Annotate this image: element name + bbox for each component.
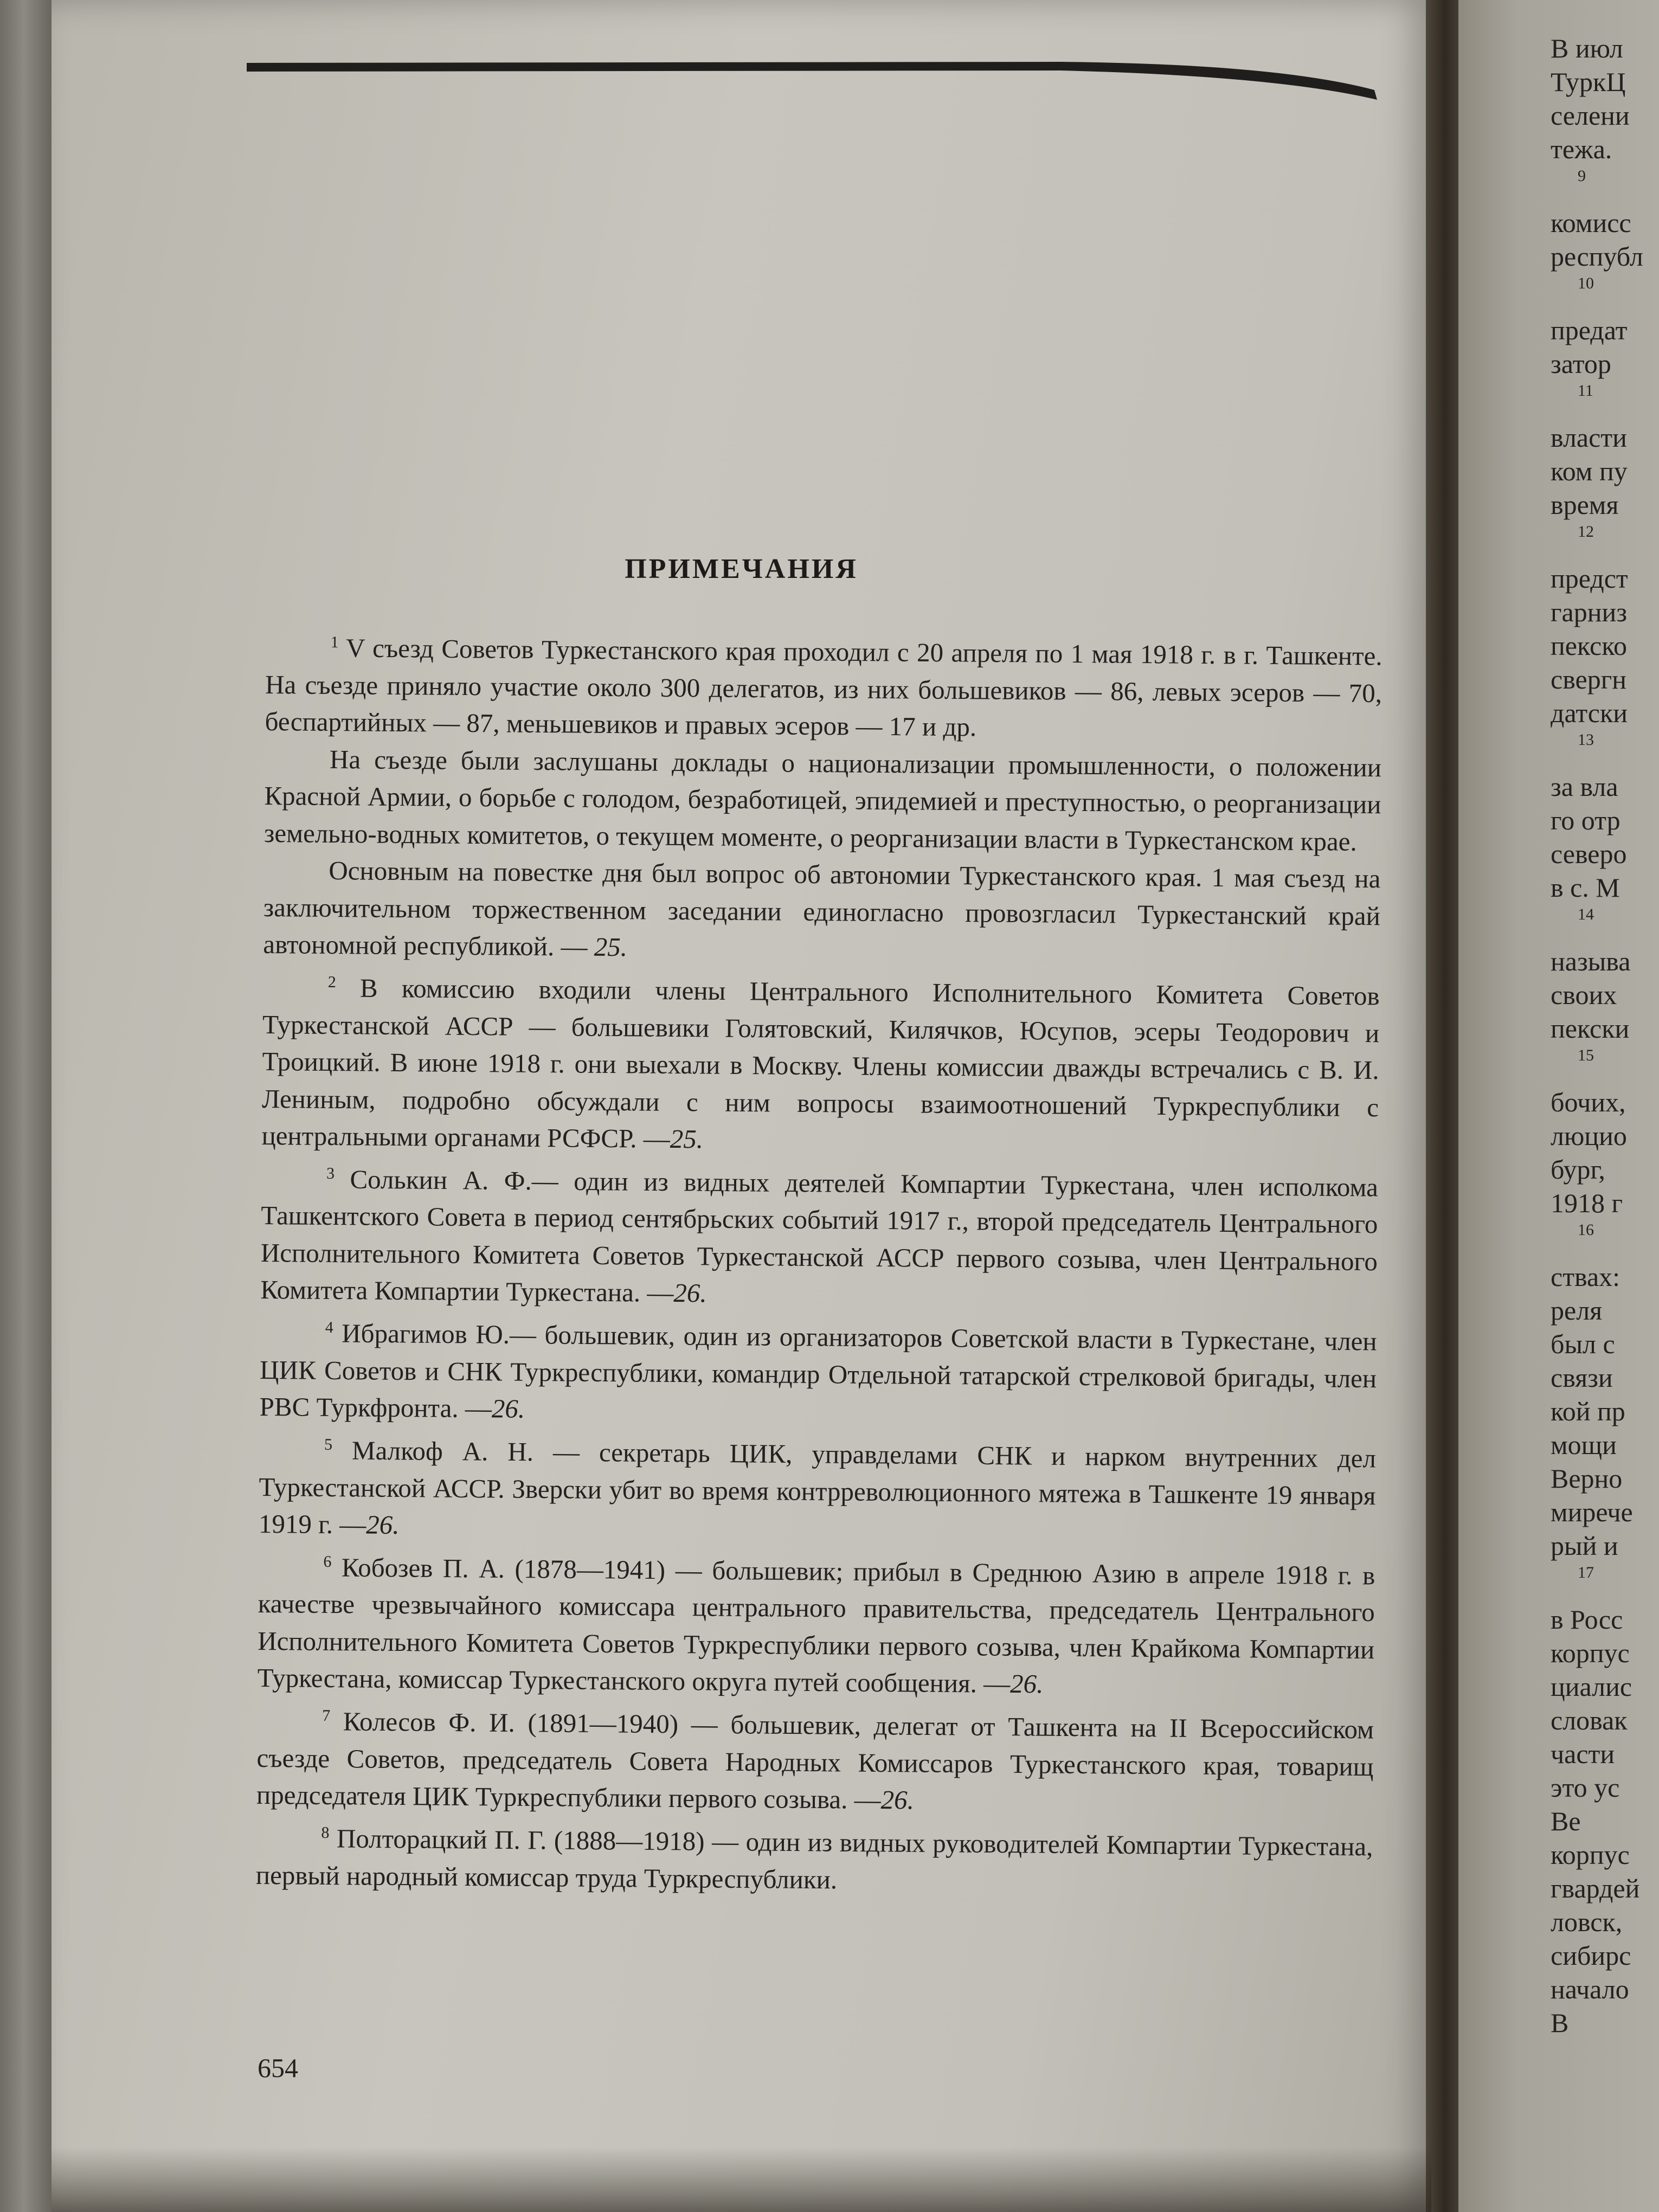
text-fragment: в Росс bbox=[1551, 1604, 1623, 1635]
note-marker: 6 bbox=[323, 1552, 332, 1571]
text-fragment: корпус bbox=[1551, 1638, 1630, 1668]
text-fragment: предст bbox=[1551, 563, 1628, 594]
note-6 bbox=[257, 1543, 1375, 1706]
page-reference: 26. bbox=[366, 1509, 400, 1540]
note-2 bbox=[261, 963, 1380, 1163]
footnote-number: 12 bbox=[1578, 523, 1594, 541]
note-1 bbox=[265, 623, 1382, 749]
text-fragment: тежа. bbox=[1551, 134, 1612, 164]
note-marker: 2 bbox=[327, 973, 336, 991]
note-text: Колесов Ф. И. (1891—1940) — большевик, делегат от Ташкента на II Всероссийском съезде Советов, председатель Совета Народных Комиссаров Туркестанского края, товарищ председателя ЦИК Туркреспублики первого созыва. — bbox=[256, 1706, 1374, 1815]
notes-block bbox=[256, 623, 1382, 1902]
text-fragment: затор bbox=[1551, 349, 1611, 379]
text-fragment: своих bbox=[1551, 980, 1617, 1010]
note-text: Основным на повестке дня был вопрос об автономии Туркестанского края. 1 мая съезд на заключительном торжественном заседании единогласно провозгласил Туркестанский край автономной республикой. — bbox=[263, 856, 1381, 962]
text-fragment: ТуркЦ bbox=[1551, 67, 1626, 97]
text-fragment: Верно bbox=[1551, 1463, 1623, 1494]
note-1-continued bbox=[263, 852, 1381, 972]
book-edge bbox=[0, 0, 60, 2212]
footnote-number: 10 bbox=[1578, 274, 1594, 292]
note-text: Ибрагимов Ю.— большевик, один из организаторов Советской власти в Туркестане, член ЦИК Советов и СНК Туркреспублики, командир Отдельной татарской стрелковой бригады, член РВС Туркфронта. — bbox=[259, 1318, 1377, 1424]
text-fragment: северо bbox=[1551, 839, 1627, 869]
note-text: Солькин А. Ф.— один из видных деятелей Компартии Туркестана, член исполкома Ташкентского Совета в период сентябрьских событий 1917 г., второй председатель Центрального Исполнительного Комитета Советов Туркестанской АССР первого созыва, член Центрального Комитета Компартии Туркестана. — bbox=[260, 1164, 1379, 1308]
note-text: На съезде были заслушаны доклады о национализации промышленности, о положении Красной Армии, о борьбе с голодом, безработицей, эпидемией и преступностью, о реорганизации земельно-водных комитетов, о текущем моменте, о реорганизации власти в Туркестанском крае. bbox=[263, 744, 1382, 857]
page-reference: 26. bbox=[880, 1785, 915, 1815]
note-5 bbox=[259, 1426, 1377, 1552]
footnote-number: 11 bbox=[1578, 382, 1593, 400]
text-fragment: сибирс bbox=[1551, 1940, 1631, 1971]
text-fragment: гарниз bbox=[1551, 597, 1627, 627]
text-fragment: начало bbox=[1551, 1974, 1629, 2004]
page-reference: 25. bbox=[594, 932, 628, 962]
text-fragment: ловск, bbox=[1551, 1907, 1623, 1937]
note-text: V съезд Советов Туркестанского края проходил с 20 апреля по 1 мая 1918 г. в г. Ташкенте. На съезде приняло участие около 300 делегатов, из них большевиков — 86, левых эсеров — 70, беспартийных — 87, меньшевиков и правых эсеров — 17 и др. bbox=[265, 633, 1382, 742]
text-fragment: был с bbox=[1551, 1329, 1615, 1359]
text-fragment: части bbox=[1551, 1739, 1615, 1769]
note-8 bbox=[256, 1814, 1373, 1903]
text-fragment: ствах: bbox=[1551, 1262, 1621, 1292]
note-3 bbox=[260, 1155, 1378, 1317]
page-reference: 26. bbox=[1009, 1669, 1044, 1699]
text-fragment: власти bbox=[1551, 422, 1627, 453]
note-text: Малкоф А. Н. — секретарь ЦИК, управделами СНК и нарком внутренних дел Туркестанской АССР. Зверски убит во время контрреволюционного мятежа в Ташкенте 19 января 1919 г. — bbox=[258, 1435, 1377, 1540]
bottom-shadow bbox=[52, 2147, 1431, 2212]
text-fragment: ком пу bbox=[1551, 456, 1628, 486]
text-fragment: Ве bbox=[1551, 1806, 1581, 1836]
text-fragment: го отр bbox=[1551, 805, 1621, 835]
text-fragment: рый и bbox=[1551, 1531, 1618, 1561]
note-marker: 3 bbox=[326, 1164, 335, 1182]
note-4 bbox=[259, 1309, 1377, 1435]
footnote-number: 9 bbox=[1578, 167, 1586, 185]
page-reference: 26. bbox=[491, 1393, 525, 1424]
page-title: ПРИМЕЧАНИЯ bbox=[625, 554, 858, 584]
text-fragment: бург, bbox=[1551, 1154, 1605, 1185]
text-fragment: называ bbox=[1551, 946, 1631, 976]
text-fragment: кой пр bbox=[1551, 1396, 1625, 1426]
footnote-number: 13 bbox=[1578, 731, 1594, 749]
text-fragment: В июл bbox=[1551, 33, 1623, 63]
footnote-number: 16 bbox=[1578, 1221, 1594, 1239]
text-fragment: мирече bbox=[1551, 1497, 1633, 1527]
text-fragment: за вла bbox=[1551, 771, 1618, 802]
text-fragment: селени bbox=[1551, 100, 1630, 131]
note-text: Полторацкий П. Г. (1888—1918) — один из видных руководителей Компартии Туркестана, первый народный комиссар труда Туркреспублики. bbox=[255, 1823, 1373, 1894]
note-7 bbox=[256, 1697, 1374, 1823]
text-fragment: в с. М bbox=[1551, 872, 1620, 903]
text-fragment: свергн bbox=[1551, 664, 1626, 695]
text-fragment: комисс bbox=[1551, 208, 1631, 238]
page-number: 654 bbox=[258, 2053, 298, 2083]
note-1-continued bbox=[264, 741, 1382, 861]
footnote-number: 15 bbox=[1578, 1046, 1594, 1064]
note-text: В комиссию входили члены Центрального Исполнительного Комитета Советов Туркестанской АССР — большевики Голятовский, Килячков, Юсупов, эсеры Теодорович и Троицкий. В июне 1918 г. они выехали в Москву. Члены комиссии дважды встречались с В. И. Лениным, подробно обсуждали с ним вопросы взаимоотношений Туркреспублики с центральными органами РСФСР. — bbox=[261, 973, 1380, 1154]
text-fragment: мощи bbox=[1551, 1430, 1617, 1460]
header-rule bbox=[247, 52, 1380, 106]
text-fragment: связи bbox=[1551, 1362, 1613, 1393]
text-fragment: люцио bbox=[1551, 1121, 1627, 1151]
text-fragment: словак bbox=[1551, 1705, 1628, 1735]
text-fragment: В bbox=[1551, 2008, 1569, 2038]
right-page-partial bbox=[1458, 0, 1659, 2212]
text-fragment: пекско bbox=[1551, 631, 1627, 661]
text-fragment: предат bbox=[1551, 315, 1628, 345]
text-fragment: циалис bbox=[1551, 1671, 1632, 1702]
page-reference: 25. bbox=[670, 1124, 704, 1154]
text-fragment: реля bbox=[1551, 1295, 1603, 1326]
text-fragment: время bbox=[1551, 490, 1619, 520]
text-fragment: это ус bbox=[1551, 1772, 1620, 1803]
text-fragment: датски bbox=[1551, 698, 1628, 728]
footnote-number: 14 bbox=[1578, 905, 1594, 923]
note-marker: 8 bbox=[321, 1823, 330, 1842]
left-page bbox=[52, 0, 1431, 2212]
text-fragment: пекски bbox=[1551, 1013, 1630, 1044]
text-fragment: корпус bbox=[1551, 1840, 1630, 1870]
text-fragment: 1918 г bbox=[1551, 1188, 1623, 1218]
note-text: Кобозев П. А. (1878—1941) — большевик; прибыл в Среднюю Азию в апреле 1918 г. в качестве чрезвычайного комиссара центрального правительства, председатель Центрального Исполнительного Комитета Советов Туркреспублики первого созыва, член Крайкома Компартии Туркестана, комиссар Туркестанского округа путей сообщения. — bbox=[257, 1552, 1375, 1699]
text-fragment: бочих, bbox=[1551, 1087, 1626, 1117]
footnote-number: 17 bbox=[1578, 1564, 1594, 1581]
note-marker: 4 bbox=[325, 1318, 333, 1337]
note-marker: 1 bbox=[330, 633, 339, 652]
text-fragment: республ bbox=[1551, 241, 1643, 272]
note-marker: 5 bbox=[324, 1435, 333, 1454]
text-fragment: гвардей bbox=[1551, 1873, 1640, 1904]
note-marker: 7 bbox=[322, 1706, 331, 1725]
page-reference: 26. bbox=[673, 1278, 707, 1308]
